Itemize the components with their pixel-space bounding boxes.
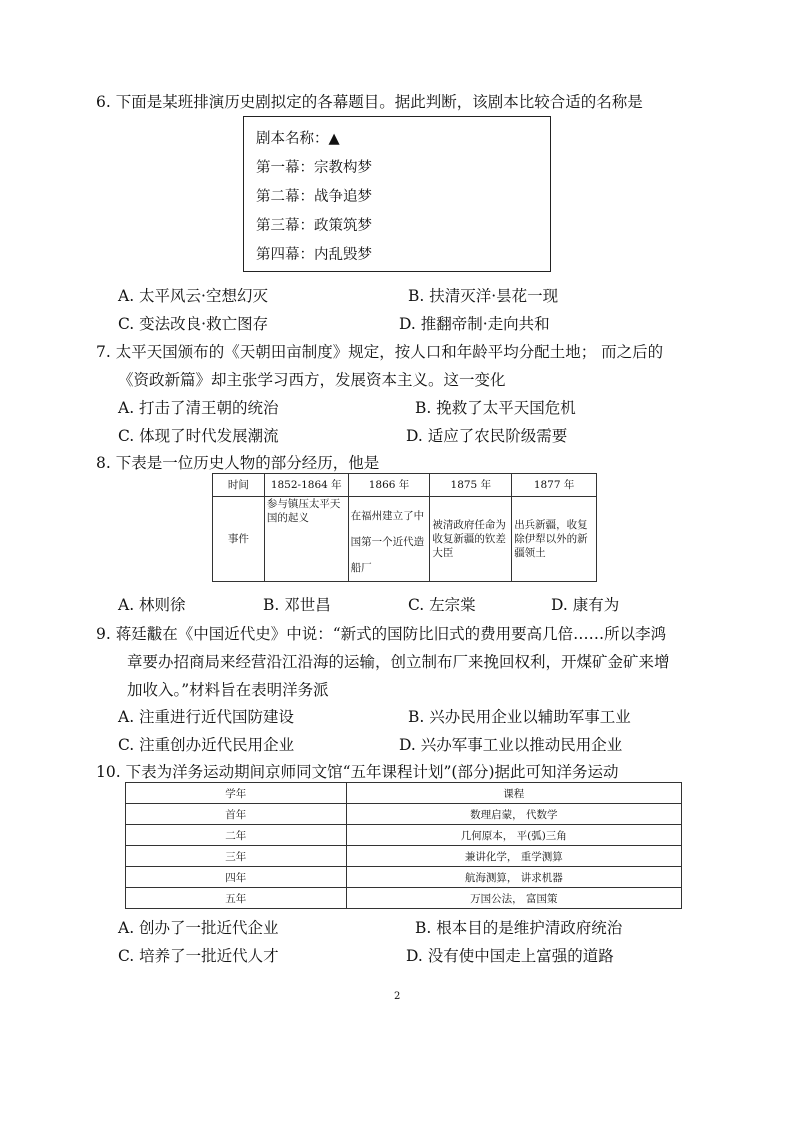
q7-option-b: B. 挽救了太平天国危机 xyxy=(415,399,576,417)
q7-stem-line2: 《资政新篇》却主张学习西方，发展资本主义。这一变化 xyxy=(118,371,506,389)
q9-stem-line1: 9. 蒋廷黻在《中国近代史》中说：“新式的国防比旧式的费用要高几倍……所以李鸿 xyxy=(96,625,667,643)
q7-option-a: A. 打击了清王朝的统治 xyxy=(118,399,279,417)
table-row-label: 事件 xyxy=(213,497,265,582)
table-row xyxy=(126,825,682,846)
q9-option-a: A. 注重进行近代国防建设 xyxy=(118,708,295,726)
q10-stem: 10. 下表为洋务运动期间京师同文馆“五年课程计划”(部分)据此可知洋务运动 xyxy=(96,763,619,781)
q8-stem: 8. 下表是一位历史人物的部分经历，他是 xyxy=(96,454,380,472)
q9-option-c: C. 注重创办近代民用企业 xyxy=(118,736,295,754)
play-title: 剧本名称：▲ xyxy=(256,131,340,147)
q9-option-b: B. 兴办民用企业以辅助军事工业 xyxy=(408,708,631,726)
q8-option-b: B. 邓世昌 xyxy=(263,596,331,614)
table-cell: 五年 xyxy=(126,888,347,909)
table-header-cell: 1852-1864 年 xyxy=(264,474,348,497)
q10-option-d: D. 没有使中国走上富强的道路 xyxy=(406,947,614,965)
table-header-cell: 课程 xyxy=(346,783,681,804)
q8-option-d: D. 康有为 xyxy=(551,596,620,614)
play-title-box xyxy=(243,116,551,272)
q8-table xyxy=(212,473,597,582)
act-3: 第三幕：政策筑梦 xyxy=(256,218,372,234)
table-cell: 兼讲化学， 重学测算 xyxy=(346,846,681,867)
q10-table xyxy=(125,782,682,909)
table-row xyxy=(126,888,682,909)
table-cell: 在福州建立了中国第一个近代造船厂 xyxy=(348,497,430,582)
q7-stem-line1: 7. 太平天国颁布的《天朝田亩制度》规定，按人口和年龄平均分配土地； 而之后的 xyxy=(96,343,664,361)
q10-option-b: B. 根本目的是维护清政府统治 xyxy=(415,919,623,937)
table-header-cell: 1877 年 xyxy=(512,474,597,497)
table-cell: 数理启蒙， 代数学 xyxy=(346,804,681,825)
act-1: 第一幕：宗教构梦 xyxy=(256,160,372,176)
q8-option-c: C. 左宗棠 xyxy=(408,596,476,614)
table-cell: 三年 xyxy=(126,846,347,867)
q6-option-a: A. 太平风云·空想幻灭 xyxy=(118,287,268,305)
table-row xyxy=(126,867,682,888)
table-header-cell: 1866 年 xyxy=(348,474,430,497)
q10-table-header-row xyxy=(126,783,682,804)
page-number: 2 xyxy=(394,991,401,1002)
q6-stem: 6. 下面是某班排演历史剧拟定的各幕题目。据此判断，该剧本比较合适的名称是 xyxy=(96,93,643,111)
table-header-cell: 时间 xyxy=(213,474,265,497)
q10-option-a: A. 创办了一批近代企业 xyxy=(118,919,279,937)
q9-option-d: D. 兴办军事工业以推动民用企业 xyxy=(399,736,623,754)
q6-option-c: C. 变法改良·救亡图存 xyxy=(118,315,269,333)
q7-option-c: C. 体现了时代发展潮流 xyxy=(118,427,279,445)
table-cell: 几何原本， 平(弧)三角 xyxy=(346,825,681,846)
q8-table-header-row xyxy=(213,474,597,497)
table-cell: 万国公法， 富国策 xyxy=(346,888,681,909)
q6-option-d: D. 推翻帝制·走向共和 xyxy=(399,315,550,333)
table-row xyxy=(126,804,682,825)
table-header-cell: 1875 年 xyxy=(430,474,512,497)
q6-option-b: B. 扶清灭洋·昙花一现 xyxy=(408,287,559,305)
table-cell: 二年 xyxy=(126,825,347,846)
table-cell: 航海测算， 讲求机器 xyxy=(346,867,681,888)
table-cell: 被清政府任命为收复新疆的钦差大臣 xyxy=(430,497,512,582)
table-row xyxy=(126,846,682,867)
q7-option-d: D. 适应了农民阶级需要 xyxy=(406,427,568,445)
table-cell: 出兵新疆，收复除伊犁以外的新疆领土 xyxy=(512,497,597,582)
act-2: 第二幕：战争追梦 xyxy=(256,189,372,205)
table-cell: 首年 xyxy=(126,804,347,825)
q10-option-c: C. 培养了一批近代人才 xyxy=(118,947,279,965)
table-cell: 参与镇压太平天国的起义 xyxy=(264,497,348,582)
table-cell: 四年 xyxy=(126,867,347,888)
table-header-cell: 学年 xyxy=(126,783,347,804)
q9-stem-line2: 章要办招商局来经营沿江沿海的运输，创立制布厂来挽回权利，开煤矿金矿来增 xyxy=(127,653,670,671)
q8-option-a: A. 林则徐 xyxy=(118,596,186,614)
q9-stem-line3: 加收入。”材料旨在表明洋务派 xyxy=(127,681,329,699)
act-4: 第四幕：内乱毁梦 xyxy=(256,247,372,263)
q8-table-event-row xyxy=(213,497,597,582)
